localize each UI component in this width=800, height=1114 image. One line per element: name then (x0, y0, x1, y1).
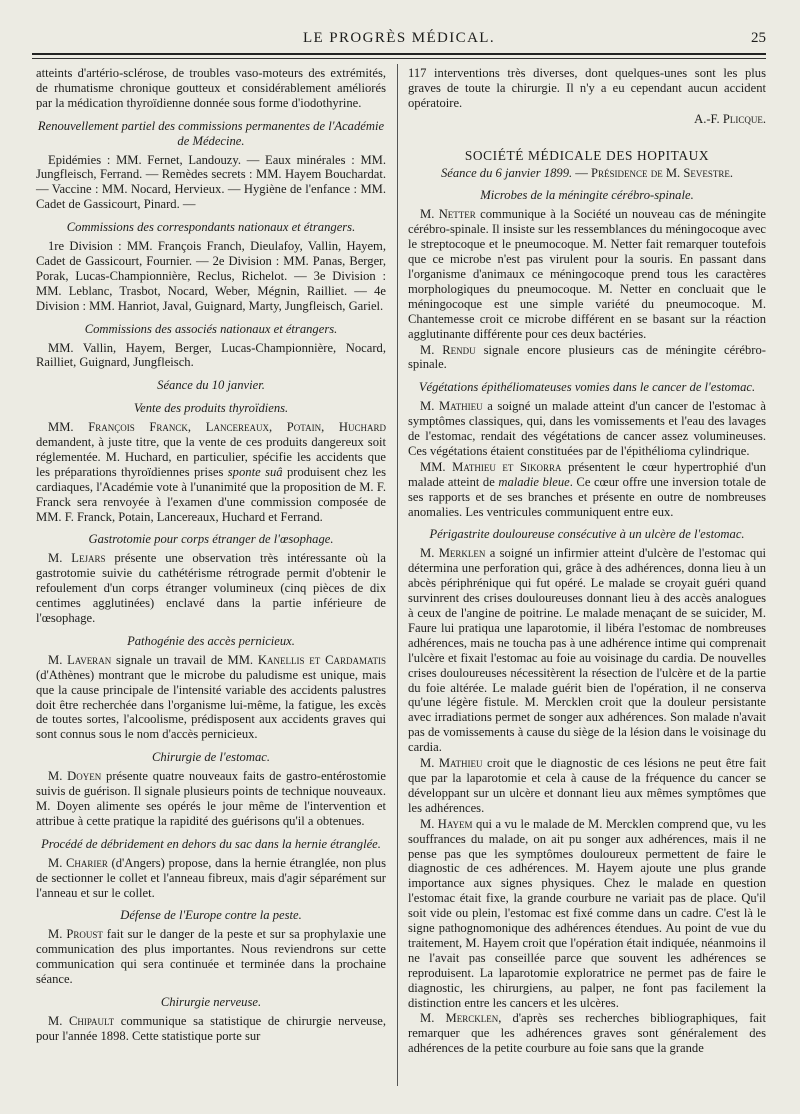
paragraph: 1re Division : MM. François Franch, Dieulafoy, Vallin, Hayem, Cadet de Gassicourt, Fournier. — 2e Division : MM. Panas, Berger, Porak, Lucas-Championnière, Reclus, Richelot. — 3e Division : MM. Leblanc, Trasbot, Nocard, Weber, Mégnin, Railliet. — 4e Division : MM. Hanriot, Javal, Guignard, Marty, Jungfleisch, Gariel. (36, 239, 386, 313)
paragraph: atteints d'artério-sclérose, de troubles vaso-moteurs des extrémités, de rhumatisme chronique goutteux et considérablement améliorés par la médication thyroïdienne donnée sous forme d'iodothyrine. (36, 66, 386, 110)
section-heading: Commissions des correspondants nationaux et étrangers. (66, 220, 356, 235)
paragraph (408, 399, 766, 459)
text-run: présente quatre nouveaux faits de gastro-entérostomie suivis de guérison. Il signale plusieurs points de technique nouveaux. M. Doyen alimente ses opérés le jour même de l'intervention et attribue à cette pratique la rapidité des guérisons qu'il a obtenues. (36, 769, 386, 828)
section-heading: Renouvellement partiel des commissions permanentes de l'Académie de Médecine. (37, 118, 385, 148)
text-run: (d'Angers) propose, dans la hernie étranglée, non plus de sectionner le collet et l'anneau fibreux, mais d'agir séparément sur l'anneau et sur le collet. (36, 855, 386, 900)
section-heading: Défense de l'Europe contre la peste. (120, 908, 302, 923)
paragraph: 117 interventions très diverses, dont quelques-unes sont les plus graves de toute la chirurgie. Il n'y a eu cependant aucun accident opératoire. (408, 66, 766, 110)
text-run: M. (420, 342, 443, 357)
paragraph (36, 420, 386, 524)
paragraph (36, 927, 386, 987)
author-names: Mathieu et Sikorra (452, 459, 562, 474)
journal-title: LE PROGRÈS MÉDICAL. (302, 30, 496, 46)
text-run: qui a vu le malade de M. Mercklen comprend que, vu les souffrances du malade, on ait pu songer aux adhérences, mais il ne pense pas que les symptômes douloureux permettent de faire le diagnostic de ces adhérences. M. Hayem ajoute une plus grande importance aux signes physiques. Chez le malade en question l'estomac était fixe, la grande courbure ne variait pas de place. Qu'il soit vide ou plein, l'estomac est fixé comme dans un cadre. C'est là le signe pathognomonique des adhérences étendues. Au point de vue du traitement, M. Hayem croit que l'opération était indiquée, néanmoins il ne l'avait pas conseillée parce que souvent les adhérences se reproduisent. La laparotomie exploratrice ne permet pas de faire le diagnostic, les chirurgiens, au palper, ne font pas facilement la distinction entre les cancers et les ulcères. (408, 816, 766, 1010)
paragraph (36, 551, 386, 626)
session-date: Séance du 6 janvier 1899. (441, 165, 573, 180)
text-run: communique sa statistique de chirurgie nerveuse, pour l'année 1898. Cette statistique porte sur (36, 1013, 386, 1043)
paragraph (408, 756, 766, 816)
text-run: M. (420, 816, 438, 831)
paragraph (36, 653, 386, 742)
paragraph: Epidémies : MM. Fernet, Landouzy. — Eaux minérales : MM. Jungfleisch, Ferrand. — Remèdes secrets : MM. Hayem Bouchardat. — Vaccine : MM. Nocard, Hervieux. — Hygiène de l'enfance : MM. Cadet de Gassicourt, Pinard. — (36, 152, 386, 212)
section-heading: Microbes de la méningite cérébro-spinale. (480, 188, 694, 203)
text-run: produisent chez les cardiaques, l'Académie vote à l'unanimité que la proposition de M. F. Franck sera renvoyée à l'examen d'une commission composée de MM. F. Franck, Potain, Lancereaux, Huchard et Ferrand. (36, 464, 386, 524)
paragraph (408, 546, 766, 755)
text-run: M. (48, 855, 66, 870)
section-heading: Périgastrite douloureuse consécutive à un ulcère de l'estomac. (429, 527, 745, 542)
author-name: Netter (438, 207, 476, 222)
text-run: (d'Athènes) montrant que le microbe du paludisme est unique, mais que la cause principale de l'intensité variable des accidents palustres doit être recherchée dans l'organisme lui-même, la fatigue, les excès de toutes sortes, l'alcoolisme, prédisposent aux accidents graves qui sont connus sous le nom d'accès pernicieux. (36, 667, 386, 742)
text-run: MM. (420, 459, 453, 474)
session-presidency: — Présidence de M. Sevestre. (572, 165, 733, 180)
author-name: Doyen (67, 769, 102, 784)
text-run: M. (420, 207, 439, 222)
paragraph (408, 207, 766, 341)
author-names: François Franck, Lancereaux, Potain, Huchard (88, 420, 386, 435)
author-name: Merklen (438, 546, 486, 561)
paragraph (36, 856, 386, 901)
author-names: Kanellis et Cardamatis (257, 652, 386, 667)
text-run: M. (420, 1011, 446, 1026)
section-heading: Commissions des associés nationaux et étrangers. (84, 321, 338, 336)
text-run: M. (420, 399, 439, 414)
column-divider (397, 64, 398, 1086)
latin-phrase: sponte suâ (227, 464, 283, 479)
session-date-heading: Séance du 10 janvier. (157, 378, 265, 393)
text-run: présentent le cœur hypertrophié d'un malade atteint de (408, 459, 766, 489)
left-column (36, 66, 386, 1045)
author-name: Mathieu (438, 399, 483, 414)
text-run: signale encore plusieurs cas de méningite cérébro-spinale. (408, 342, 766, 372)
author-name: Lejars (71, 551, 106, 566)
author-name: Rendu (442, 342, 476, 357)
disease-name: maladie bleue (498, 474, 570, 489)
header-rule-thick (32, 53, 766, 55)
text-run: M. (48, 1013, 69, 1028)
paragraph (408, 1011, 766, 1056)
section-heading: Procédé de débridement en dehors du sac dans la hernie étranglée. (41, 836, 381, 851)
session-info (408, 166, 766, 181)
author-name: Proust (66, 927, 103, 942)
page-header (32, 22, 766, 62)
text-run: MM. (48, 420, 89, 435)
page-number: 25 (751, 30, 766, 46)
section-heading: Pathogénie des accès pernicieux. (127, 633, 295, 648)
paragraph (36, 1014, 386, 1044)
society-heading: SOCIÉTÉ MÉDICALE DES HOPITAUX (464, 147, 710, 163)
author-name: Chipault (68, 1013, 115, 1028)
section-heading: Gastrotomie pour corps étranger de l'œsophage. (88, 532, 334, 547)
author-name: Charier (65, 855, 108, 870)
section-heading: Vente des produits thyroïdiens. (133, 401, 289, 416)
text-run: signale un travail de MM. (111, 652, 258, 667)
section-heading: Végétations épithéliomateuses vomies dans le cancer de l'estomac. (418, 380, 756, 395)
paragraph (408, 343, 766, 373)
text-run: fait sur le danger de la peste et sur sa prophylaxie une communication des plus importantes. Nous reviendrons sur cette communication qui sera continuée et terminée dans la prochaine séance. (36, 927, 387, 987)
text-run: M. (420, 546, 439, 561)
right-column (408, 66, 766, 1057)
header-rule-thin (32, 58, 766, 59)
author-name: Mercklen (445, 1011, 499, 1026)
text-run: M. (48, 551, 72, 566)
text-run: . Ce cœur offre une inversion totale de ses rapports et de ses branches et présente en outre de nombreuses anomalies. Les ventricules communiquent entre eux. (408, 474, 766, 519)
section-heading: Chirurgie de l'estomac. (151, 750, 270, 765)
text-run: M. (48, 769, 68, 784)
text-run: M. (48, 927, 67, 942)
text-run: présente une observation très intéressante où la gastrotomie suivie du cathétérisme rétrograde permit d'obtenir le refoulement d'un corps étranger volumineux (cinq pièces de dix centimes agglutinées) enclavé dans la partie inférieure de l'œsophage. (36, 551, 387, 625)
paragraph: MM. Vallin, Hayem, Berger, Lucas-Championnière, Nocard, Railliet, Guignard, Jungfleisch. (36, 340, 386, 370)
author-name: Mathieu (438, 756, 483, 771)
text-run: demandent, à juste titre, que la vente de ces produits dangereux soit réglementée. M. Huchard, en particulier, spécifie les accidents que les préparations thyroïdiennes prises (36, 435, 386, 479)
text-run: a soigné un malade atteint d'un cancer de l'estomac à symptômes classiques, qui, dans les vomissements et l'eau des lavages de l'estomac, rendait des végétations de cancer assez volumineuses. Ces végétations étaient constituées par de l'épithélioma cylindrique. (408, 399, 766, 458)
paragraph (36, 769, 386, 829)
text-run: croit que le diagnostic de ces lésions ne peut être fait que par la laparotomie et cela à cause de la fréquence du cancer se développant sur un ulcère et donnant lieu aux mêmes symptômes que les adhérences. (408, 756, 767, 815)
section-heading: Chirurgie nerveuse. (160, 994, 262, 1009)
text-run: M. (420, 756, 439, 771)
author-name: Hayem (437, 816, 473, 831)
paragraph (408, 817, 766, 1011)
text-run: communique à la Société un nouveau cas de méningite cérébro-spinale. Il insiste sur les ressemblances du méningocoque avec le streptocoque et le pneumocoque. M. Netter fait remarquer toutefois que ce microbe n'est pas virulent pour la souris. En passant dans l'organisme d'animaux ce méningocoque prend tous les caractères morphologiques du pneumocoque. M. Netter en concluait que le méningocoque est une simple variété du pneumocoque. M. Chantemesse croit ce microbe différent en se basant sur la réaction agglutinante différente pour ces deux bactéries. (408, 207, 766, 341)
author-name: Laveran (67, 652, 112, 667)
author-signature: A.-F. Plicque. (694, 111, 766, 126)
paragraph (408, 460, 766, 520)
text-run: a soigné un infirmier atteint d'ulcère de l'estomac qui détermina une perforation qui, grâce à des adhérences, donna lieu à un abcès périphrénique qui fut opéré. Le malade se croyait guéri quand survinrent des crises douloureuses donnant lieu à des accès analogues à ceux de l'angine de poitrine. Le malade menaçant de se suicider, M. Faure lui pratiqua une laparotomie, il libéra l'estomac de nombreuses adhérences, mais ne toucha pas à une adhérence intime qui comprenait l'ulcère et fixait l'estomac au foie au voisinage du cardia. De nouvelles crises douloureuses nécessitèrent la résection de l'ulcère et de la partie du foie altérée. Le malade guérit bien de l'opération, il ne conserva qu'une légère fistule. M. Mercklen croit que la douleur persistante avec irradiations permet de songer aux adhérences. Son malade n'avait pas de vomissements à cause du siège de la lésion dans le voisinage du cardia. (408, 546, 767, 755)
text-run: M. (48, 652, 68, 667)
text-run: , d'après ses recherches bibliographiques, fait remarquer que les adhérences graves sont généralement des adhérences de la petite courbure au foie sans que la grande (408, 1011, 767, 1056)
